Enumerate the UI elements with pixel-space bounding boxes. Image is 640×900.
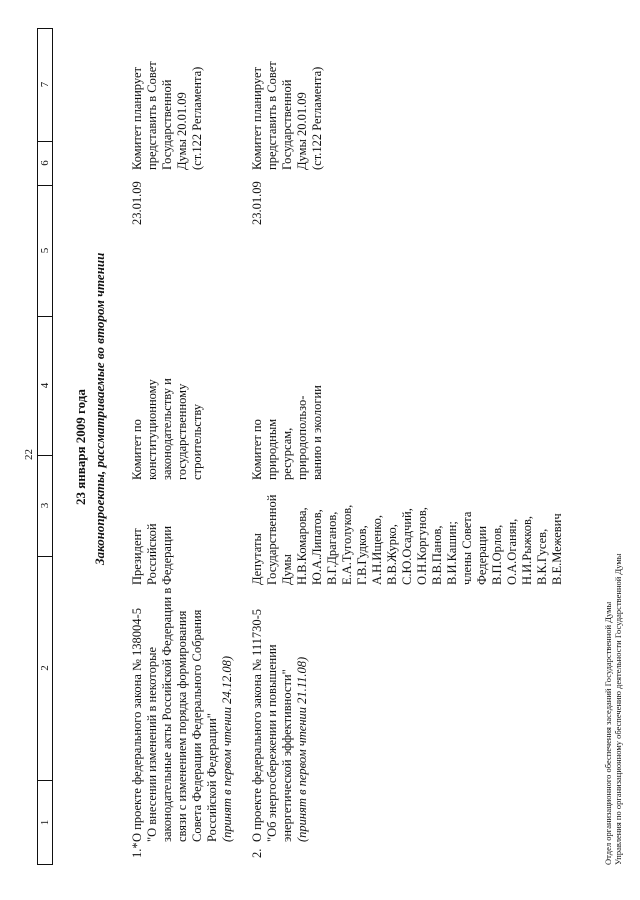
footer-line-1: Отдел организационного обеспечения заседаний Государственной Думы xyxy=(603,601,613,865)
row-1-note: (принят в первом чтении 24.12.08) xyxy=(220,655,234,842)
table-header xyxy=(37,28,53,865)
row-1-description-cell xyxy=(130,587,235,842)
row-2-note: (принят в первом чтении 21.11.08) xyxy=(295,656,309,842)
col-header-3: 3 xyxy=(38,455,52,557)
footer xyxy=(603,554,623,865)
row-2-description-cell xyxy=(250,587,310,842)
row-2-date: 23.01.09 xyxy=(250,181,264,225)
footer-line-2: Управления по организационному обеспечению деятельности Государственной Думы xyxy=(613,553,623,865)
section-heading: Законопроекты, рассматриваемые во втором чтении xyxy=(92,252,107,565)
row-1-committee: Комитет по конституционному законодательству и государственному строительству xyxy=(130,378,204,480)
date-heading: 23 января 2009 года xyxy=(73,389,88,505)
row-1-description: О проекте федерального закона № 138004-5 "О внесении изменений в некоторые законодательные акты Российской Федерации в связи с изменением порядка формирования Совета Федерации Федерального Собрания Российской Федерации" xyxy=(130,587,219,842)
row-1-number: 1.* xyxy=(130,842,144,858)
col-header-5: 5 xyxy=(38,185,52,317)
col-header-4: 4 xyxy=(38,316,52,456)
row-2-committee: Комитет по природным ресурсам, природопользо- ванию и экологии xyxy=(250,385,324,480)
col-header-7: 7 xyxy=(38,28,52,142)
page-number: 22 xyxy=(23,449,35,460)
col-header-6: 6 xyxy=(38,141,52,186)
row-1-initiator: Президент Российской Федерации xyxy=(130,523,174,585)
col-header-2: 2 xyxy=(38,556,52,781)
col-header-1: 1 xyxy=(39,819,51,826)
row-1-date: 23.01.09 xyxy=(130,181,144,225)
row-2-initiator: Депутаты Государственной Думы Н.В.Комарова, Ю.А.Липатов, В.Г.Драганов, Е.А.Туголуков, Г.В.Гудков, А.Н.Ищенко, В.В.Журко, С.Ю.Осадчий, О.Н.Коргунов, В.В.Панов, В.И.Кашин; члены Совета Федерации В.П.Орлов, О.А.Оганян, Н.И.Рыжков, В.К.Гусев, В.Е.Межевич xyxy=(250,494,564,585)
row-2-number: 2. xyxy=(250,848,264,858)
row-1-remark: Комитет планирует представить в Совет Государственной Думы 20.01.09 (ст.122 Регламента) xyxy=(130,61,204,170)
row-2-remark: Комитет планирует представить в Совет Государственной Думы 20.01.09 (ст.122 Регламента) xyxy=(250,61,324,170)
row-2-description: О проекте федерального закона № 111730-5 "Об энергосбережении и повышении энергетической эффективности" xyxy=(250,608,294,842)
